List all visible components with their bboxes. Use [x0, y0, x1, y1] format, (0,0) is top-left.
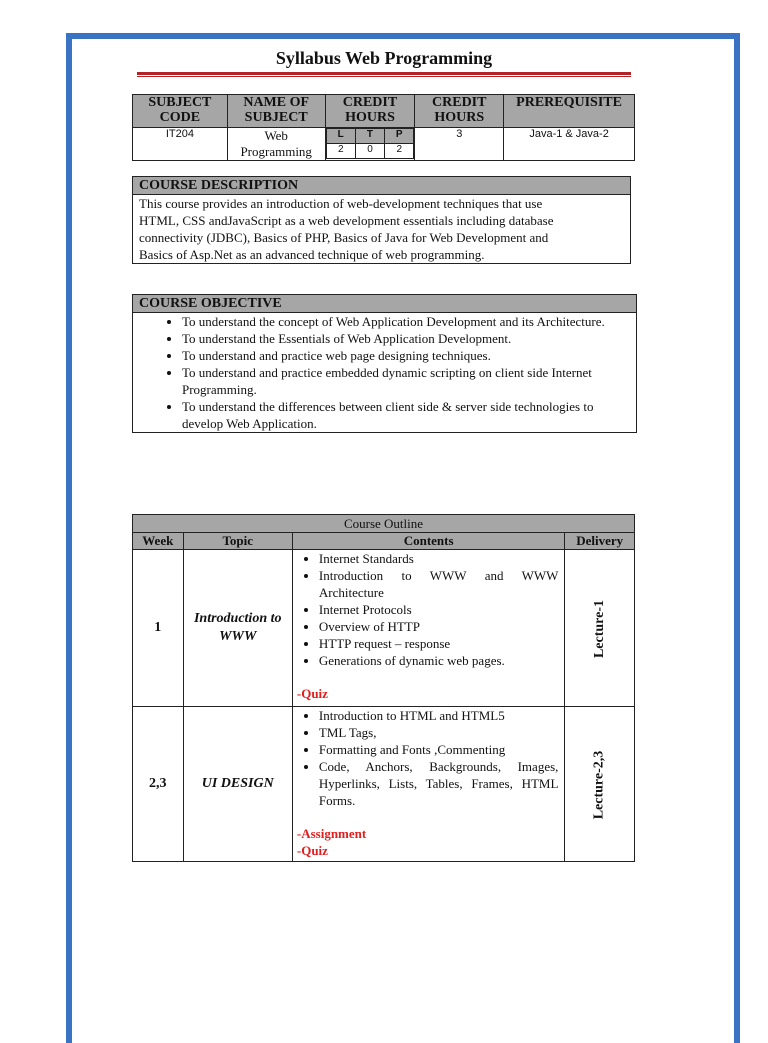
page-title: Syllabus Web Programming	[275, 48, 493, 68]
ltp-label-t: T	[355, 129, 384, 144]
objective-item: • To understand the Essentials of Web Application Development.	[182, 330, 630, 347]
header-delivery: Delivery	[565, 533, 635, 550]
credit-hours-value: 3	[415, 128, 504, 161]
subject-name	[227, 128, 325, 161]
contents-cell	[292, 707, 565, 862]
subject-table	[132, 94, 635, 161]
description-line: This course provides an introduction of web-development techniques that use	[139, 196, 543, 211]
subject-name-line1: Web	[264, 128, 288, 143]
assessment-assignment: -Assignment	[296, 826, 367, 841]
assessment-quiz: -Quiz	[296, 686, 328, 701]
title-underline	[137, 72, 631, 77]
week-number: 2,3	[133, 707, 184, 862]
header-contents: Contents	[292, 533, 565, 550]
subject-code: IT204	[133, 128, 228, 161]
objective-item: • To understand and practice embedded dynamic scripting on client side Internet Programming.	[182, 364, 630, 398]
course-outline-table	[132, 514, 635, 862]
course-outline-caption: Course Outline	[133, 515, 635, 533]
ltp-value-l: 2	[326, 144, 355, 159]
week-number: 1	[133, 550, 184, 707]
description-line: HTML, CSS andJavaScript as a web development essentials including database	[139, 213, 554, 228]
contents-list	[293, 707, 559, 809]
content-item: • Internet Standards	[319, 550, 559, 567]
description-line: connectivity (JDBC), Basics of PHP, Basics of Java for Web Development and	[139, 230, 549, 245]
ltp-label-p: P	[385, 129, 414, 144]
course-description-heading: COURSE DESCRIPTION	[133, 177, 630, 195]
content-item: • Generations of dynamic web pages.	[319, 652, 559, 669]
course-objective-heading: COURSE OBJECTIVE	[133, 295, 636, 313]
course-description-box	[132, 176, 631, 264]
content-item: • Code, Anchors, Backgrounds, Images, Hyperlinks, Lists, Tables, Frames, HTML Forms.	[319, 758, 559, 809]
subject-name-line2: Programming	[240, 144, 312, 159]
content-item: • HTTP request – response	[319, 635, 559, 652]
objective-item: • To understand the differences between client side & server side technologies to develop Web Application.	[182, 398, 630, 432]
prerequisite-value: Java-1 & Java-2	[504, 128, 635, 161]
assessment-quiz: -Quiz	[296, 843, 328, 858]
header-topic: Topic	[183, 533, 292, 550]
content-item: • Introduction to WWW and WWW Architecture	[319, 567, 559, 601]
description-line: Basics of Asp.Net as an advanced technique of web programming.	[139, 247, 485, 262]
header-subject-code: SUBJECT CODE	[133, 95, 228, 128]
course-objective-box	[132, 294, 637, 433]
content-item: • TML Tags,	[319, 724, 559, 741]
delivery-cell	[565, 707, 635, 862]
course-description-text	[133, 195, 630, 263]
delivery-label: Lecture-2,3	[591, 750, 607, 819]
delivery-cell	[565, 550, 635, 707]
header-credit-hours-ltp: CREDIT HOURS	[325, 95, 415, 128]
objective-item: • To understand the concept of Web Application Development and its Architecture.	[182, 313, 630, 330]
header-credit-hours: CREDIT HOURS	[415, 95, 504, 128]
ltp-label-l: L	[326, 129, 355, 144]
outline-row-week-2-3	[133, 707, 635, 862]
content-item: • Formatting and Fonts ,Commenting	[319, 741, 559, 758]
ltp-cell	[325, 128, 415, 161]
header-subject-name: NAME OF SUBJECT	[227, 95, 325, 128]
contents-list	[293, 550, 559, 669]
content-item: • Internet Protocols	[319, 601, 559, 618]
content-item: • Overview of HTTP	[319, 618, 559, 635]
objective-item: • To understand and practice web page designing techniques.	[182, 347, 630, 364]
outline-row-week-1	[133, 550, 635, 707]
delivery-label: Lecture-1	[591, 599, 607, 658]
topic: Introduction to WWW	[183, 550, 292, 707]
contents-cell	[292, 550, 565, 707]
content-item: • Introduction to HTML and HTML5	[319, 707, 559, 724]
ltp-value-p: 2	[385, 144, 414, 159]
objective-list	[133, 313, 636, 432]
topic: UI DESIGN	[183, 707, 292, 862]
header-prerequisite: PREREQUISITE	[504, 95, 635, 128]
header-week: Week	[133, 533, 184, 550]
ltp-value-t: 0	[355, 144, 384, 159]
ltp-table	[326, 128, 415, 159]
